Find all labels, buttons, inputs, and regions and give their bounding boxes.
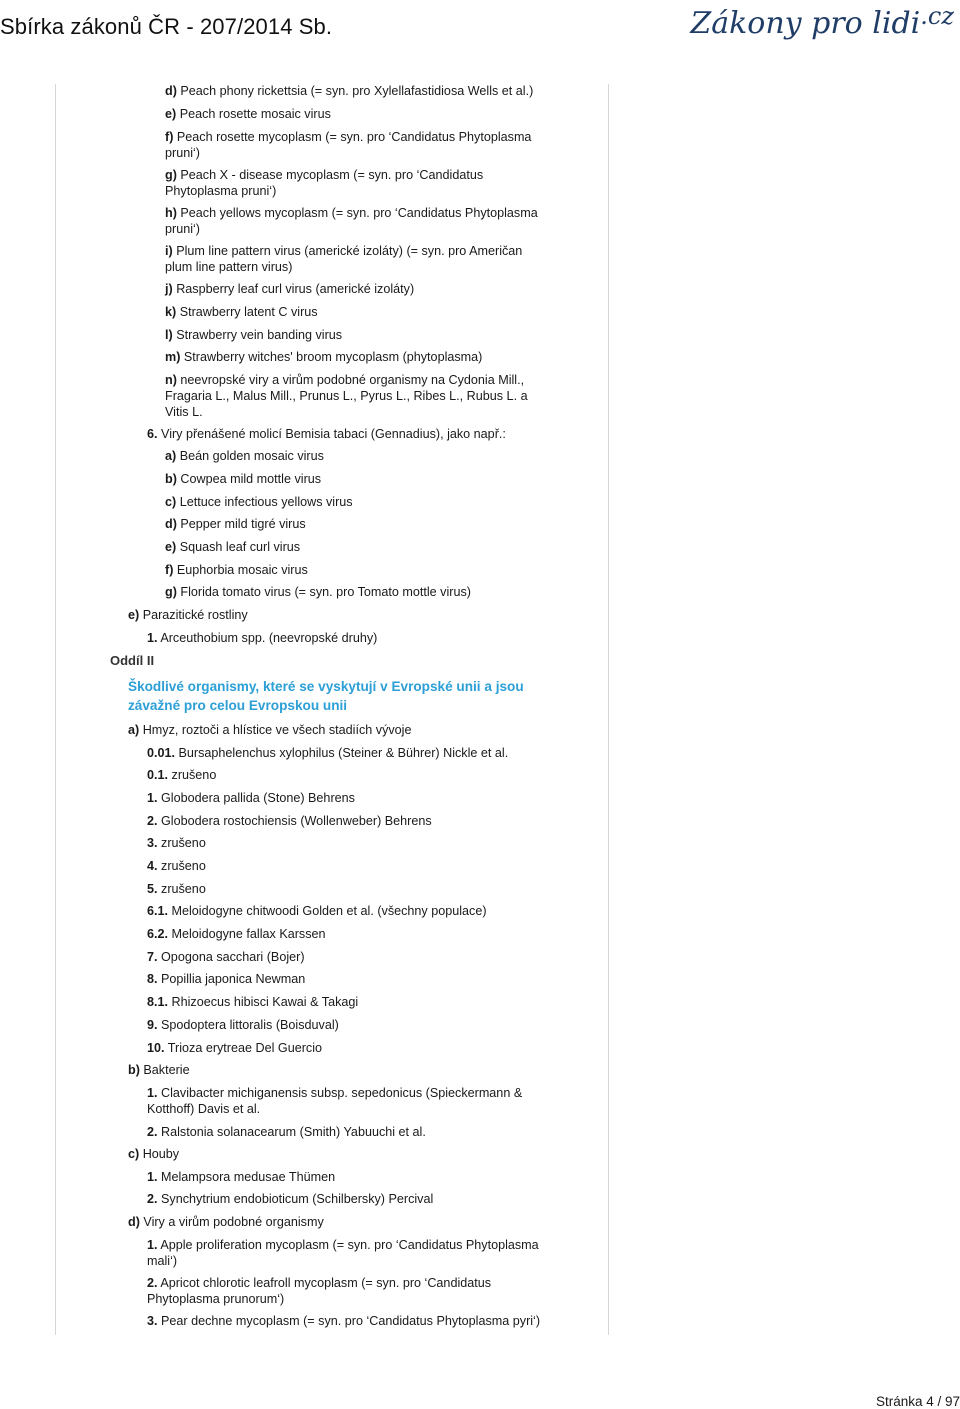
item-marker: 0.1.	[147, 768, 169, 782]
text-line	[165, 372, 524, 388]
text-line	[165, 129, 531, 145]
item-text: Parazitické rostliny	[142, 608, 248, 622]
item-text: Opogona sacchari (Bojer)	[161, 950, 305, 964]
item-text: Meloidogyne fallax Karssen	[171, 927, 326, 941]
item-text: Globodera rostochiensis (Wollenweber) Behrens	[161, 814, 432, 828]
item-marker: l)	[165, 328, 173, 342]
item-marker: i)	[165, 244, 173, 258]
text-line	[165, 516, 306, 532]
item-text: Bakterie	[143, 1063, 190, 1077]
section-heading-line2: závažné pro celou Evropskou unii	[128, 698, 348, 713]
item-text: Florida tomato virus (= syn. pro Tomato mottle virus)	[180, 585, 471, 599]
text-line	[147, 1275, 491, 1291]
text-line	[147, 1313, 540, 1329]
text-line	[147, 745, 508, 761]
item-marker: b)	[165, 472, 177, 486]
text-line	[128, 1062, 190, 1078]
item-text: Vitis L.	[165, 405, 203, 419]
item-marker: 8.	[147, 972, 158, 986]
item-text: Apple proliferation mycoplasm (= syn. pro ‘Candidatus Phytoplasma	[160, 1238, 539, 1252]
text-line	[165, 539, 300, 555]
item-text: Globodera pallida (Stone) Behrens	[161, 791, 355, 805]
text-line	[165, 562, 308, 578]
item-text: Apricot chlorotic leafroll mycoplasm (= syn. pro ‘Candidatus	[160, 1276, 492, 1290]
text-line	[165, 448, 324, 464]
text-line	[147, 1040, 322, 1056]
item-marker: f)	[165, 130, 174, 144]
item-marker: e)	[165, 107, 177, 121]
page-number: Stránka 4 / 97	[875, 1394, 960, 1409]
item-text: Peach X - disease mycoplasm (= syn. pro ‘Candidatus	[180, 168, 484, 182]
text-line	[147, 858, 206, 874]
item-text: plum line pattern virus)	[165, 260, 293, 274]
text-line	[165, 243, 522, 259]
item-marker: k)	[165, 305, 177, 319]
item-marker: 2.	[147, 1276, 158, 1290]
item-text: Phytoplasma pruni‘)	[165, 184, 277, 198]
item-marker: 2.	[147, 1125, 158, 1139]
section-heading-line1: Škodlivé organismy, které se vyskytují v Evropské unii a jsou	[128, 679, 524, 694]
text-line	[147, 767, 216, 783]
item-marker: c)	[165, 495, 177, 509]
text-line	[165, 167, 483, 183]
item-marker: h)	[165, 206, 177, 220]
item-text: Popillia japonica Newman	[161, 972, 306, 986]
item-text: pruni‘)	[165, 146, 200, 160]
item-text: Phytoplasma prunorum‘)	[147, 1292, 285, 1306]
item-text: Meloidogyne chitwoodi Golden et al. (všechny populace)	[171, 904, 487, 918]
item-text: neevropské viry a virům podobné organismy na Cydonia Mill.,	[180, 373, 525, 387]
item-marker: 3.	[147, 1314, 158, 1328]
item-marker: 6.2.	[147, 927, 169, 941]
logo-text: Zákony pro lidi	[690, 6, 921, 41]
text-line	[165, 349, 482, 365]
item-text: Trioza erytreae Del Guercio	[167, 1041, 323, 1055]
text-line	[147, 881, 206, 897]
item-text: Strawberry vein banding virus	[176, 328, 343, 342]
page-header	[0, 0, 960, 56]
item-text: Cowpea mild mottle virus	[180, 472, 322, 486]
text-line	[165, 106, 331, 122]
text-line	[128, 1146, 179, 1162]
text-line	[147, 1253, 177, 1269]
item-text: Pear dechne mycoplasm (= syn. pro ‘Candidatus Phytoplasma pyri‘)	[161, 1314, 541, 1328]
item-marker: 0.01.	[147, 746, 176, 760]
item-text: Pepper mild tigré virus	[180, 517, 306, 531]
text-line	[165, 494, 353, 510]
item-text: Clavibacter michiganensis subsp. sepedonicus (Spieckermann &	[161, 1086, 523, 1100]
item-marker: 6.	[147, 427, 158, 441]
text-line	[147, 1169, 335, 1185]
item-marker: d)	[165, 517, 177, 531]
item-marker: g)	[165, 585, 177, 599]
text-line	[147, 1101, 260, 1117]
item-marker: b)	[128, 1063, 140, 1077]
logo-suffix: .cz	[920, 2, 954, 30]
item-marker: 8.1.	[147, 995, 169, 1009]
text-line	[147, 630, 377, 646]
item-text: Viry a virům podobné organismy	[143, 1215, 324, 1229]
item-marker: 1.	[147, 1086, 158, 1100]
item-marker: 3.	[147, 836, 158, 850]
item-text: Peach yellows mycoplasm (= syn. pro ‘Candidatus Phytoplasma	[180, 206, 538, 220]
item-text: Houby	[142, 1147, 180, 1161]
text-line	[165, 388, 528, 404]
item-marker: n)	[165, 373, 177, 387]
item-text: Viry přenášené molicí Bemisia tabaci (Gennadius), jako např.:	[161, 427, 506, 441]
item-marker: m)	[165, 350, 181, 364]
item-marker: g)	[165, 168, 177, 182]
item-text: Beán golden mosaic virus	[179, 449, 324, 463]
item-text: Lettuce infectious yellows virus	[179, 495, 353, 509]
item-text: Raspberry leaf curl virus (americké izoláty)	[176, 282, 415, 296]
text-line	[147, 1124, 426, 1140]
item-marker: a)	[165, 449, 177, 463]
text-line	[165, 259, 292, 275]
item-marker: 7.	[147, 950, 158, 964]
text-line	[165, 584, 471, 600]
item-marker: d)	[165, 84, 177, 98]
item-text: Rhizoecus hibisci Kawai & Takagi	[171, 995, 359, 1009]
item-marker: 1.	[147, 631, 158, 645]
text-line	[147, 1291, 284, 1307]
item-marker: 4.	[147, 859, 158, 873]
item-text: Fragaria L., Malus Mill., Prunus L., Pyrus L., Ribes L., Rubus L. a	[165, 389, 528, 403]
item-text: Bursaphelenchus xylophilus (Steiner & Bührer) Nickle et al.	[178, 746, 509, 760]
item-text: Ralstonia solanacearum (Smith) Yabuuchi et al.	[161, 1125, 426, 1139]
item-marker: 1.	[147, 791, 158, 805]
item-text: Peach phony rickettsia (= syn. pro Xylellafastidiosa Wells et al.)	[180, 84, 534, 98]
item-text: Synchytrium endobioticum (Schilbersky) Percival	[161, 1192, 434, 1206]
text-line	[147, 1237, 539, 1253]
text-line	[147, 1085, 522, 1101]
item-text: Spodoptera littoralis (Boisduval)	[161, 1018, 339, 1032]
item-text: Plum line pattern virus (americké izoláty) (= syn. pro Američan	[176, 244, 523, 258]
item-text: zrušeno	[161, 859, 206, 873]
item-marker: c)	[128, 1147, 140, 1161]
item-marker: 2.	[147, 814, 158, 828]
document-title: Sbírka zákonů ČR - 207/2014 Sb.	[0, 14, 333, 39]
text-line	[128, 1214, 324, 1230]
item-marker: 10.	[147, 1041, 165, 1055]
text-line	[128, 722, 411, 738]
text-line	[147, 426, 506, 442]
site-logo[interactable]	[690, 2, 954, 41]
item-marker: a)	[128, 723, 140, 737]
item-marker: f)	[165, 563, 174, 577]
text-line	[165, 183, 276, 199]
text-line	[147, 994, 358, 1010]
item-text: mali‘)	[147, 1254, 178, 1268]
text-line	[147, 835, 206, 851]
text-line	[147, 1191, 433, 1207]
text-line	[128, 607, 248, 623]
item-text: Strawberry latent C virus	[179, 305, 318, 319]
item-marker: 2.	[147, 1192, 158, 1206]
item-text: Arceuthobium spp. (neevropské druhy)	[160, 631, 378, 645]
item-marker: 6.1.	[147, 904, 169, 918]
item-text: Euphorbia mosaic virus	[176, 563, 308, 577]
item-marker: 9.	[147, 1018, 158, 1032]
text-line	[165, 404, 203, 420]
item-marker: j)	[165, 282, 173, 296]
text-line	[165, 221, 200, 237]
item-text: zrušeno	[171, 768, 217, 782]
item-text: pruni‘)	[165, 222, 200, 236]
item-text: Peach rosette mycoplasm (= syn. pro ‘Candidatus Phytoplasma	[176, 130, 532, 144]
item-marker: 1.	[147, 1238, 158, 1252]
item-text: zrušeno	[161, 882, 206, 896]
text-line	[147, 903, 487, 919]
text-line	[147, 971, 305, 987]
text-line	[147, 1017, 339, 1033]
text-line	[147, 926, 326, 942]
item-text: zrušeno	[161, 836, 206, 850]
item-marker: 1.	[147, 1170, 158, 1184]
item-text: Kotthoff) Davis et al.	[147, 1102, 261, 1116]
text-line	[165, 304, 318, 320]
item-marker: 5.	[147, 882, 158, 896]
item-text: Peach rosette mosaic virus	[179, 107, 331, 121]
item-text: Strawberry witches' broom mycoplasm (phytoplasma)	[183, 350, 483, 364]
text-line	[147, 949, 305, 965]
section-label: Oddíl II	[110, 653, 155, 668]
text-line	[165, 205, 538, 221]
text-line	[165, 471, 321, 487]
item-marker: e)	[165, 540, 177, 554]
item-marker: e)	[128, 608, 140, 622]
text-line	[165, 281, 414, 297]
item-text: Squash leaf curl virus	[179, 540, 301, 554]
item-marker: d)	[128, 1215, 140, 1229]
text-line	[147, 813, 432, 829]
item-text: Melampsora medusae Thümen	[161, 1170, 336, 1184]
text-line	[165, 145, 200, 161]
text-line	[165, 327, 342, 343]
item-text: Hmyz, roztoči a hlístice ve všech stadiích vývoje	[142, 723, 412, 737]
text-line	[165, 83, 533, 99]
text-line	[147, 790, 355, 806]
